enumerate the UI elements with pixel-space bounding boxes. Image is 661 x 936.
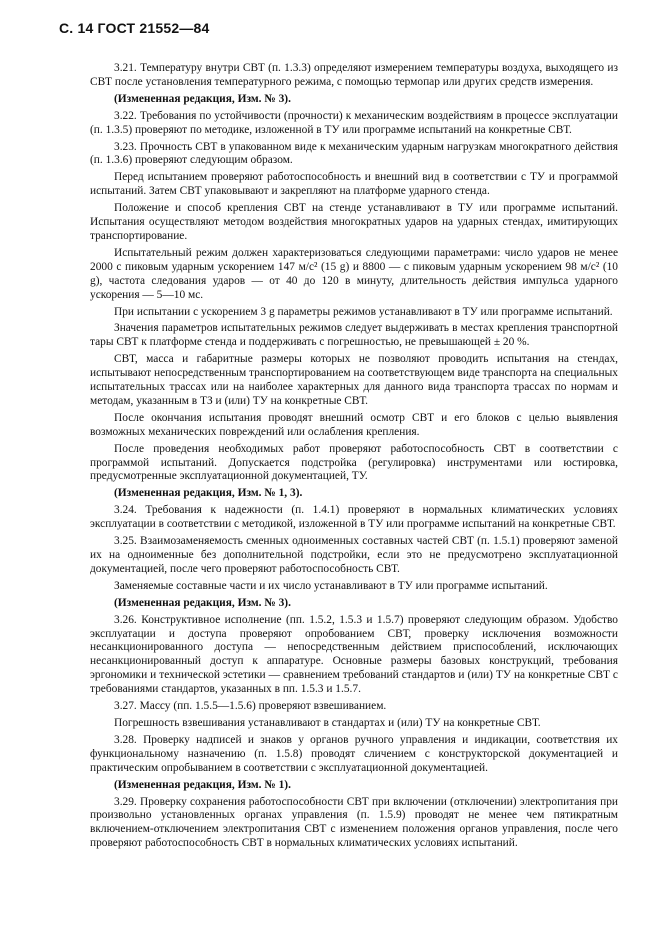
document-body	[90, 62, 618, 854]
paragraph: 3.22. Требования по устойчивости (прочности) к механическим воздействиям в процессе эксплуатации (п. 1.3.5) проверяют по методике, изложенной в ТУ или программе испытаний на конкретные СВТ.	[90, 109, 618, 136]
paragraph: Положение и способ крепления СВТ на стенде устанавливают в ТУ или программе испытаний. Испытания осуществляют методом воздействия многократных ударов на ударных стендах, имитирующих транспортирование.	[90, 202, 618, 242]
amendment-note: (Измененная редакция, Изм. № 3).	[114, 596, 291, 609]
paragraph: Перед испытанием проверяют работоспособность и внешний вид в соответствии с ТУ и программой испытаний. Затем СВТ упаковывают и закрепляют на платформе ударного стенда.	[90, 171, 618, 198]
page-header: С. 14 ГОСТ 21552—84	[59, 20, 210, 36]
paragraph: 3.28. Проверку надписей и знаков у органов ручного управления и индикации, соответствия их функциональному назначению (п. 1.5.8) проводят сличением с конструкторской документацией и практическим опробыванием в соответствии с эксплуатационной документацией.	[90, 733, 618, 774]
amendment-note: (Измененная редакция, Изм. № 1).	[114, 778, 291, 791]
paragraph: 3.25. Взаимозаменяемость сменных одноименных составных частей СВТ (п. 1.5.1) проверяют заменой их на одноименные без дополнительной подстройки, если это не предусмотрено эксплуатационной документацией, после чего проверяют работоспособность СВТ.	[90, 535, 618, 575]
paragraph: Испытательный режим должен характеризоваться следующими параметрами: число ударов не менее 2000 с пиковым ударным ускорением 147 м/с² (15 g) и 8800 — с пиковым ударным ускорением 98 м/с² (10 g), частота следования ударов — от 40 до 120 в минуту, длительность действия импульса ударного ускорения — 5—10 мс.	[90, 246, 618, 301]
paragraph: При испытании с ускорением 3 g параметры режимов устанавливают в ТУ или программе испытаний.	[114, 305, 613, 318]
paragraph: 3.27. Массу (пп. 1.5.5—1.5.6) проверяют взвешиванием.	[114, 700, 387, 713]
paragraph: 3.26. Конструктивное исполнение (пп. 1.5.2, 1.5.3 и 1.5.7) проверяют следующим образом. Удобство эксплуатации и доступа проверяют опробованием СВТ, проверку исключения возможности несанкционированного доступа — непосредственным действием приспособлений, исключающих несанкционированный доступ к аппаратуре. Основные размеры базовых конструкций, требования эргономики и технической эстетики — сравнением требований стандартов и (или) ТУ на конкретные СВТ с требованиями стандартов, указанных в пп. 1.5.3 и 1.5.7.	[90, 613, 618, 696]
amendment-note: (Измененная редакция, Изм. № 1, 3).	[114, 487, 303, 500]
paragraph: Погрешность взвешивания устанавливают в стандартах и (или) ТУ на конкретные СВТ.	[114, 716, 541, 729]
paragraph: СВТ, масса и габаритные размеры которых не позволяют проводить испытания на стендах, испытывают непосредственным транспортированием на соответствующем виде транспорта на специальных испытательных трассах или на наиболее характерных для данного вида транспорта трассах по нормам и методам, указанным в ТЗ и (или) ТУ на конкретные СВТ.	[90, 353, 618, 407]
amendment-note: (Измененная редакция, Изм. № 3).	[114, 92, 291, 105]
paragraph: После окончания испытания проводят внешний осмотр СВТ и его блоков с целью выявления возможных механических повреждений или ослабления крепления.	[90, 411, 618, 438]
paragraph: 3.23. Прочность СВТ в упакованном виде к механическим ударным нагрузкам многократного действия (п. 1.3.6) проверяют следующим образом.	[90, 140, 618, 167]
paragraph: 3.21. Температуру внутри СВТ (п. 1.3.3) определяют измерением температуры воздуха, выходящего из СВТ после установления температурного режима, с помощью термопар или других средств измерения.	[90, 62, 618, 88]
paragraph: Значения параметров испытательных режимов следует выдерживать в местах крепления транспортной тары СВТ к платформе стенда и поддерживать с погрешностью, не превышающей ± 20 %.	[90, 322, 618, 349]
paragraph: После проведения необходимых работ проверяют работоспособность СВТ в соответствии с программой испытаний. Допускается подстройка (регулировка) инструментами или юстировка, предусмотренные эксплуатационной документацией, ТУ.	[90, 442, 618, 483]
paragraph: 3.24. Требования к надежности (п. 1.4.1) проверяют в нормальных климатических условиях эксплуатации в соответствии с методикой, изложенной в ТУ или программе испытаний на конкретные СВТ.	[90, 504, 618, 531]
paragraph: 3.29. Проверку сохранения работоспособности СВТ при включении (отключении) электропитания при произвольно установленных органах управления (п. 1.5.9) проводят не менее чем пятикратным включением-отключением электропитания СВТ с изменением положения органов управления, после чего проверяют работоспособность СВТ в нормальных климатических условиях испытаний.	[90, 795, 618, 850]
paragraph: Заменяемые составные части и их число устанавливают в ТУ или программе испытаний.	[114, 579, 548, 592]
